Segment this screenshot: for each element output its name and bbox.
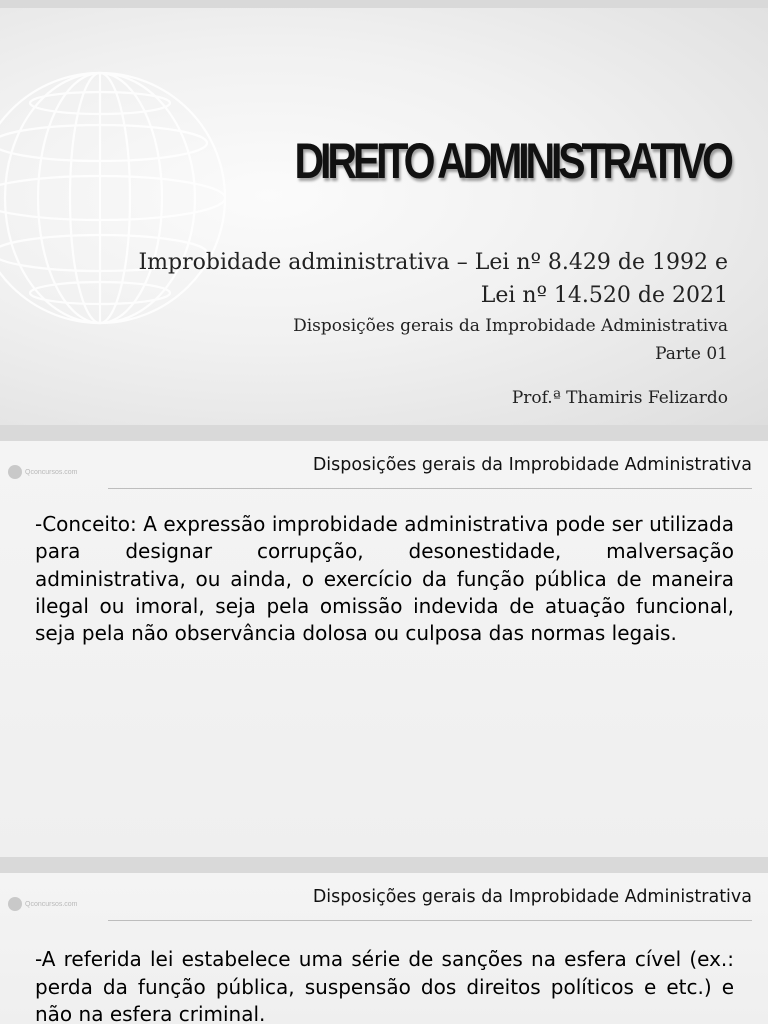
content-slide-sancoes (0, 873, 768, 1024)
qconcursos-logo (8, 465, 78, 479)
slide-header: Disposições gerais da Improbidade Administrativa (312, 887, 752, 907)
globe-graphic (0, 48, 240, 348)
header-divider (108, 488, 752, 489)
subtitle-line-3: Disposições gerais da Improbidade Administrativa (293, 316, 728, 336)
logo-text: Qconcursos.com (25, 900, 78, 908)
subtitle-line-1: Improbidade administrativa – Lei nº 8.429 de 1992 e (138, 250, 728, 275)
logo-icon (8, 897, 22, 911)
author-name: Prof.ª Thamiris Felizardo (511, 388, 728, 408)
slide-header: Disposições gerais da Improbidade Administrativa (312, 455, 752, 475)
title-slide (0, 8, 768, 425)
subtitle-line-2: Lei nº 14.520 de 2021 (480, 283, 728, 308)
logo-icon (8, 465, 22, 479)
header-divider (108, 920, 752, 921)
slide-body-text: -A referida lei estabelece uma série de sanções na esfera cível (ex.: perda da função pública, suspensão dos direitos políticos e etc.) e não na esfera criminal. (35, 947, 734, 1024)
logo-text: Qconcursos.com (25, 468, 78, 476)
slide-body-text: -Conceito: A expressão improbidade administrativa pode ser utilizada para designar corrupção, desonestidade, malversação administrativa, ou ainda, o exercício da função pública de maneira ilegal ou imoral, seja pela omissão indevida de atuação funcional, seja pela não observância dolosa ou culposa das normas legais. (35, 512, 734, 646)
subtitle-part: Parte 01 (655, 344, 728, 364)
qconcursos-logo (8, 897, 78, 911)
main-title: DIREITO ADMINISTRATIVO (294, 133, 730, 189)
content-slide-conceito (0, 441, 768, 857)
